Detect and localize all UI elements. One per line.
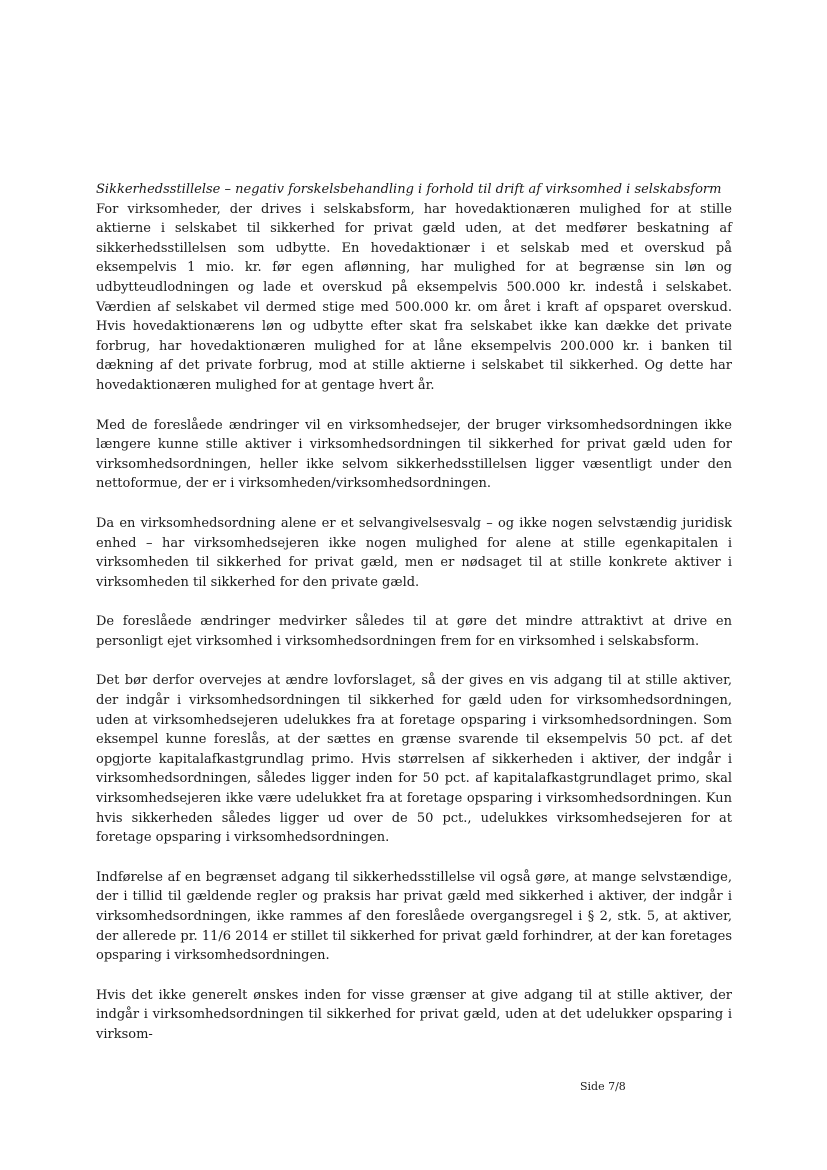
page-number: Side 7/8 [580, 1080, 626, 1093]
paragraph-2: Med de foreslåede ændringer vil en virksomhedsejer, der bruger virksomhedsordningen ikke længere kunne stille aktiver i virksomhedsordningen til sikkerhed for privat gæld uden for virksomhedsordningen, heller ikke selvom sikkerhedsstillelsen ligger væsentligt under den nettoformue, der er i virksomheden/virksomhedsordningen. [96, 417, 732, 492]
paragraph-6: Indførelse af en begrænset adgang til sikkerhedsstillelse vil også gøre, at mange selvstændige, der i tillid til gældende regler og praksis har privat gæld med sikkerhed i aktiver, der indgår i virksomhedsordningen, ikke rammes af den foreslåede overgangsregel i § 2, stk. 5, at aktiver, der allerede pr. 11/6 2014 er stillet til sikkerhed for privat gæld forhindrer, at der kan foretages opsparing i virksomhedsordningen. [96, 869, 732, 964]
paragraph-3: Da en virksomhedsordning alene er et selvangivelsesvalg – og ikke nogen selvstændig juridisk enhed – har virksomhedsejeren ikke nogen mulighed for alene at stille egenkapitalen i virksomheden til sikkerhed for privat gæld, men er nødsaget til at stille konkrete aktiver i virksomheden til sikkerhed for den private gæld. [96, 515, 732, 590]
paragraph-1: For virksomheder, der drives i selskabsform, har hovedaktionæren mulighed for at stille aktierne i selskabet til sikkerhed for privat gæld uden, at det medfører beskatning af sikkerhedsstillelsen som udbytte. En hovedaktionær i et selskab med et overskud på eksempelvis 1 mio. kr. før egen aflønning, har mulighed for at begrænse sin løn og udbytteudlodningen og lade et overskud på eksempelvis 500.000 kr. indestå i selskabet. Værdien af selskabet vil dermed stige med 500.000 kr. om året i kraft af opsparet overskud. Hvis hovedaktionærens løn og udbytte efter skat fra selskabet ikke kan dække det private forbrug, har hovedaktionæren mulighed for at låne eksempelvis 200.000 kr. i banken til dækning af det private forbrug, mod at stille aktierne i selskabet til sikkerhed. Og dette har hovedaktionæren mulighed for at gentage hvert år. [96, 201, 732, 393]
paragraph-4: De foreslåede ændringer medvirker således til at gøre det mindre attraktivt at drive en personligt ejet virksomhed i virksomhedsordningen frem for en virksomhed i selskabsform. [96, 614, 732, 649]
paragraph-7: Hvis det ikke generelt ønskes inden for visse grænser at give adgang til at stille aktiver, der indgår i virksomhedsordningen til sikkerhed for privat gæld, uden at det udelukker opsparing i virksom- [96, 987, 732, 1042]
document-body [96, 180, 732, 1065]
paragraph-5: Det bør derfor overvejes at ændre lovforslaget, så der gives en vis adgang til at stille aktiver, der indgår i virksomhedsordningen til sikkerhed for gæld uden for virksomhedsordningen, uden at virksomhedsejeren udelukkes fra at foretage opsparing i virksomhedsordningen. Som eksempel kunne foreslås, at der sættes en grænse svarende til eksempelvis 50 pct. af det opgjorte kapitalafkastgrundlag primo. Hvis størrelsen af sikkerheden i aktiver, der indgår i virksomhedsordningen, således ligger inden for 50 pct. af kapitalafkastgrundlaget primo, skal virksomhedsejeren ikke være udelukket fra at foretage opsparing i virksomhedsordningen. Kun hvis sikkerheden således ligger ud over de 50 pct., udelukkes virksomhedsejeren for at foretage opsparing i virksomhedsordningen. [96, 673, 732, 846]
section-heading: Sikkerhedsstillelse – negativ forskelsbehandling i forhold til drift af virksomhed i selskabsform [96, 182, 722, 197]
